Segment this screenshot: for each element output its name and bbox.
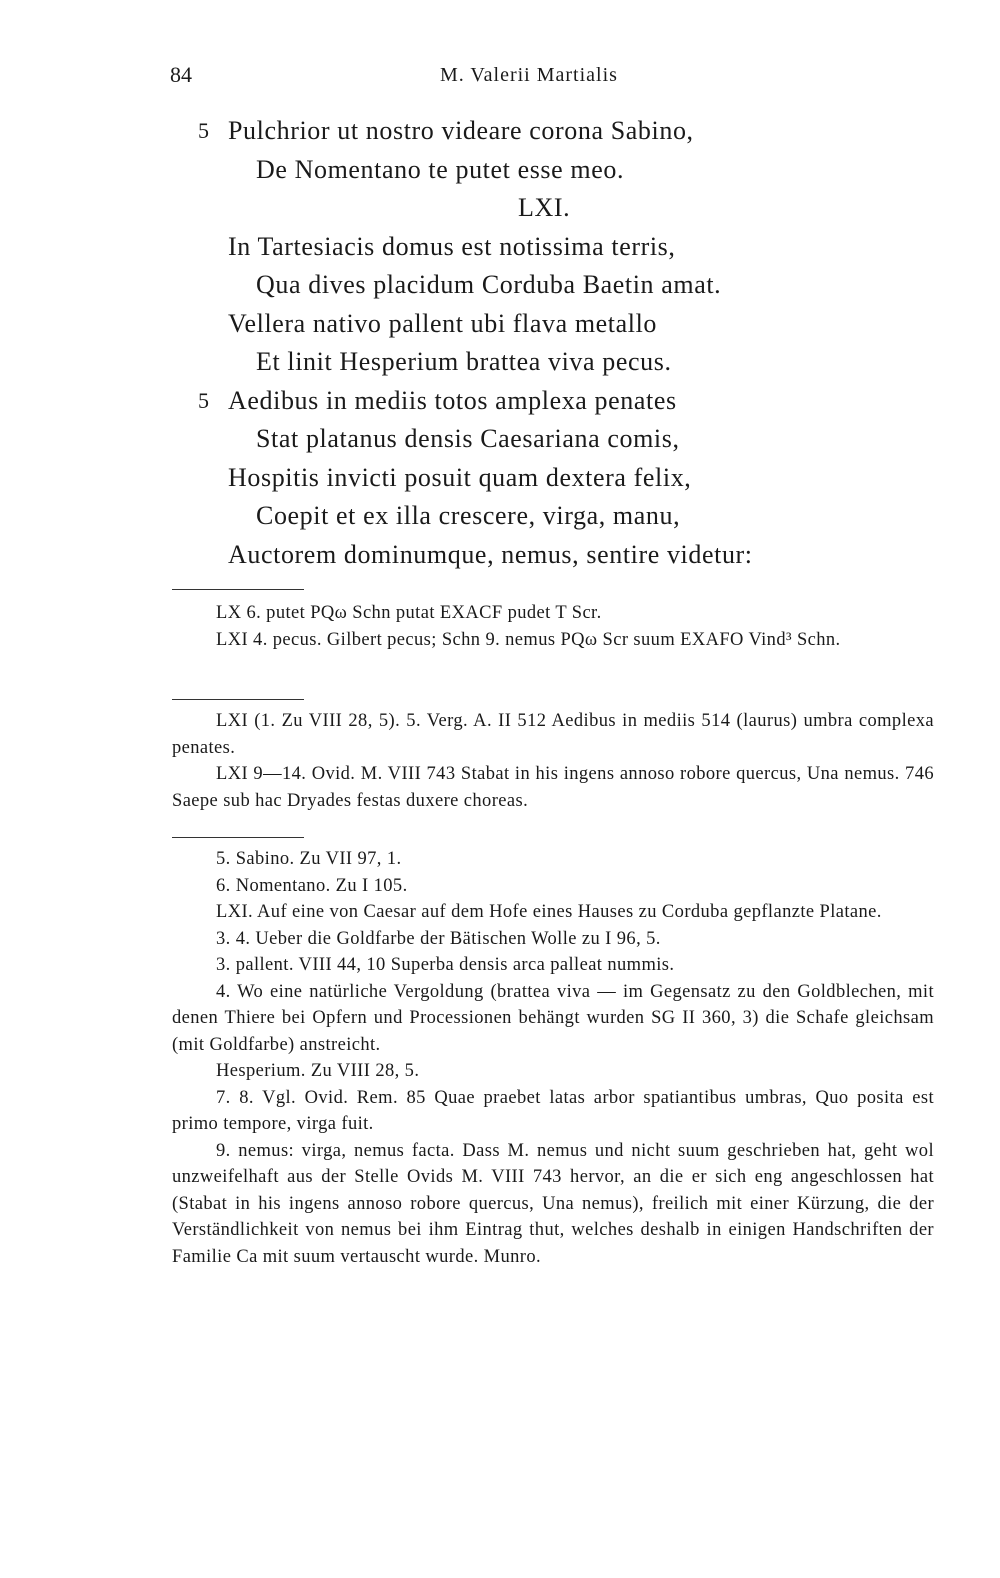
- verse-text: Pulchrior ut nostro videare corona Sabino,: [228, 116, 694, 145]
- commentary-note: 7. 8. Vgl. Ovid. Rem. 85 Quae praebet latas arbor spatiantibus umbras, Quo posita est primo tempore, virga fuit.: [172, 1087, 934, 1134]
- commentary-note: LXI. Auf eine von Caesar auf dem Hofe eines Hauses zu Corduba gepflanzte Platane.: [216, 902, 882, 922]
- verse-line: [0, 266, 1000, 305]
- verse-line: [0, 151, 1000, 190]
- commentary-note: 4. Wo eine natürliche Vergoldung (brattea viva — im Gegensatz zu den Goldblechen, mit denen Thiere bei Opfern und Processionen behängt wurden SG II 360, 3) die Schafe gleichsam (mit Goldfarbe) anstreicht.: [172, 981, 934, 1055]
- apparatus-note: LX 6. putet PQω Schn putat EXACF pudet T Scr.: [216, 603, 602, 623]
- poem-title-text: LXI.: [518, 193, 571, 222]
- verse-line: [0, 382, 1000, 421]
- verse-text: Stat platanus densis Caesariana comis,: [256, 424, 680, 453]
- verse-text: Vellera nativo pallent ubi flava metallo: [228, 308, 658, 338]
- divider: [172, 837, 304, 838]
- running-title: M. Valerii Martialis: [440, 64, 618, 86]
- parallel-note: LXI (1. Zu VIII 28, 5). 5. Verg. A. II 512 Aedibus in mediis 514 (laurus) umbra complexa penates.: [172, 711, 934, 758]
- verse-line: [0, 459, 1000, 498]
- verse-text: Qua dives placidum Corduba Baetin amat.: [256, 270, 722, 299]
- poem-title: [0, 189, 1000, 228]
- divider: [172, 699, 304, 700]
- verse-text: Et linit Hesperium brattea viva pecus.: [256, 347, 672, 376]
- commentary-note: Hesperium. Zu VIII 28, 5.: [216, 1061, 420, 1081]
- verse-line: [0, 497, 1000, 536]
- verse-line: [0, 420, 1000, 459]
- verse-text: Auctorem dominumque, nemus, sentire videtur:: [228, 539, 753, 569]
- commentary-note: 5. Sabino. Zu VII 97, 1.: [216, 849, 402, 869]
- poem-text: [0, 112, 1000, 574]
- verse-text: De Nomentano te putet esse meo.: [256, 154, 625, 184]
- commentary-note: 3. 4. Ueber die Goldfarbe der Bätischen Wolle zu I 96, 5.: [216, 928, 661, 949]
- verse-line: [0, 536, 1000, 575]
- critical-apparatus: [172, 600, 934, 653]
- verse-text: Aedibus in mediis totos amplexa penates: [228, 385, 677, 415]
- verse-text: In Tartesiacis domus est notissima terris,: [228, 231, 676, 261]
- commentary-note: 9. nemus: virga, nemus facta. Dass M. nemus und nicht suum geschrieben hat, geht wol unzweifelhaft aus der Stelle Ovids M. VIII 743 hervor, an die er sich eng angeschlossen hat (Stabat in his ingens annoso robore quercus, Una nemus), freilich mit einer Kürzung, die der Verständlichkeit von nemus bei ihm Eintrag thut, welches deshalb in einigen Handschriften der Familie Ca mit suum vertauscht wurde. Munro.: [172, 1140, 934, 1267]
- commentary: [172, 846, 934, 1270]
- page-number: 84: [170, 62, 192, 87]
- divider: [172, 589, 304, 590]
- verse-line: [0, 112, 1000, 151]
- verse-text: Hospitis invicti posuit quam dextera felix,: [228, 462, 692, 492]
- verse-line: [0, 228, 1000, 267]
- verse-line: [0, 305, 1000, 344]
- apparatus-note: LXI 4. pecus. Gilbert pecus; Schn 9. nemus PQω Scr suum EXAFO Vind³ Schn.: [216, 629, 841, 650]
- verse-line: [0, 343, 1000, 382]
- parallel-note: LXI 9—14. Ovid. M. VIII 743 Stabat in his ingens annoso robore quercus, Una nemus. 746 Saepe sub hac Dryades festas duxere choreas.: [172, 764, 934, 811]
- parallel-passages: [172, 708, 934, 814]
- commentary-note: 3. pallent. VIII 44, 10 Superba densis arca palleat nummis.: [216, 955, 675, 975]
- commentary-note: 6. Nomentano. Zu I 105.: [216, 875, 408, 896]
- line-number: 5: [198, 118, 210, 143]
- line-number: 5: [198, 387, 210, 413]
- verse-text: Coepit et ex illa crescere, virga, manu,: [256, 501, 681, 530]
